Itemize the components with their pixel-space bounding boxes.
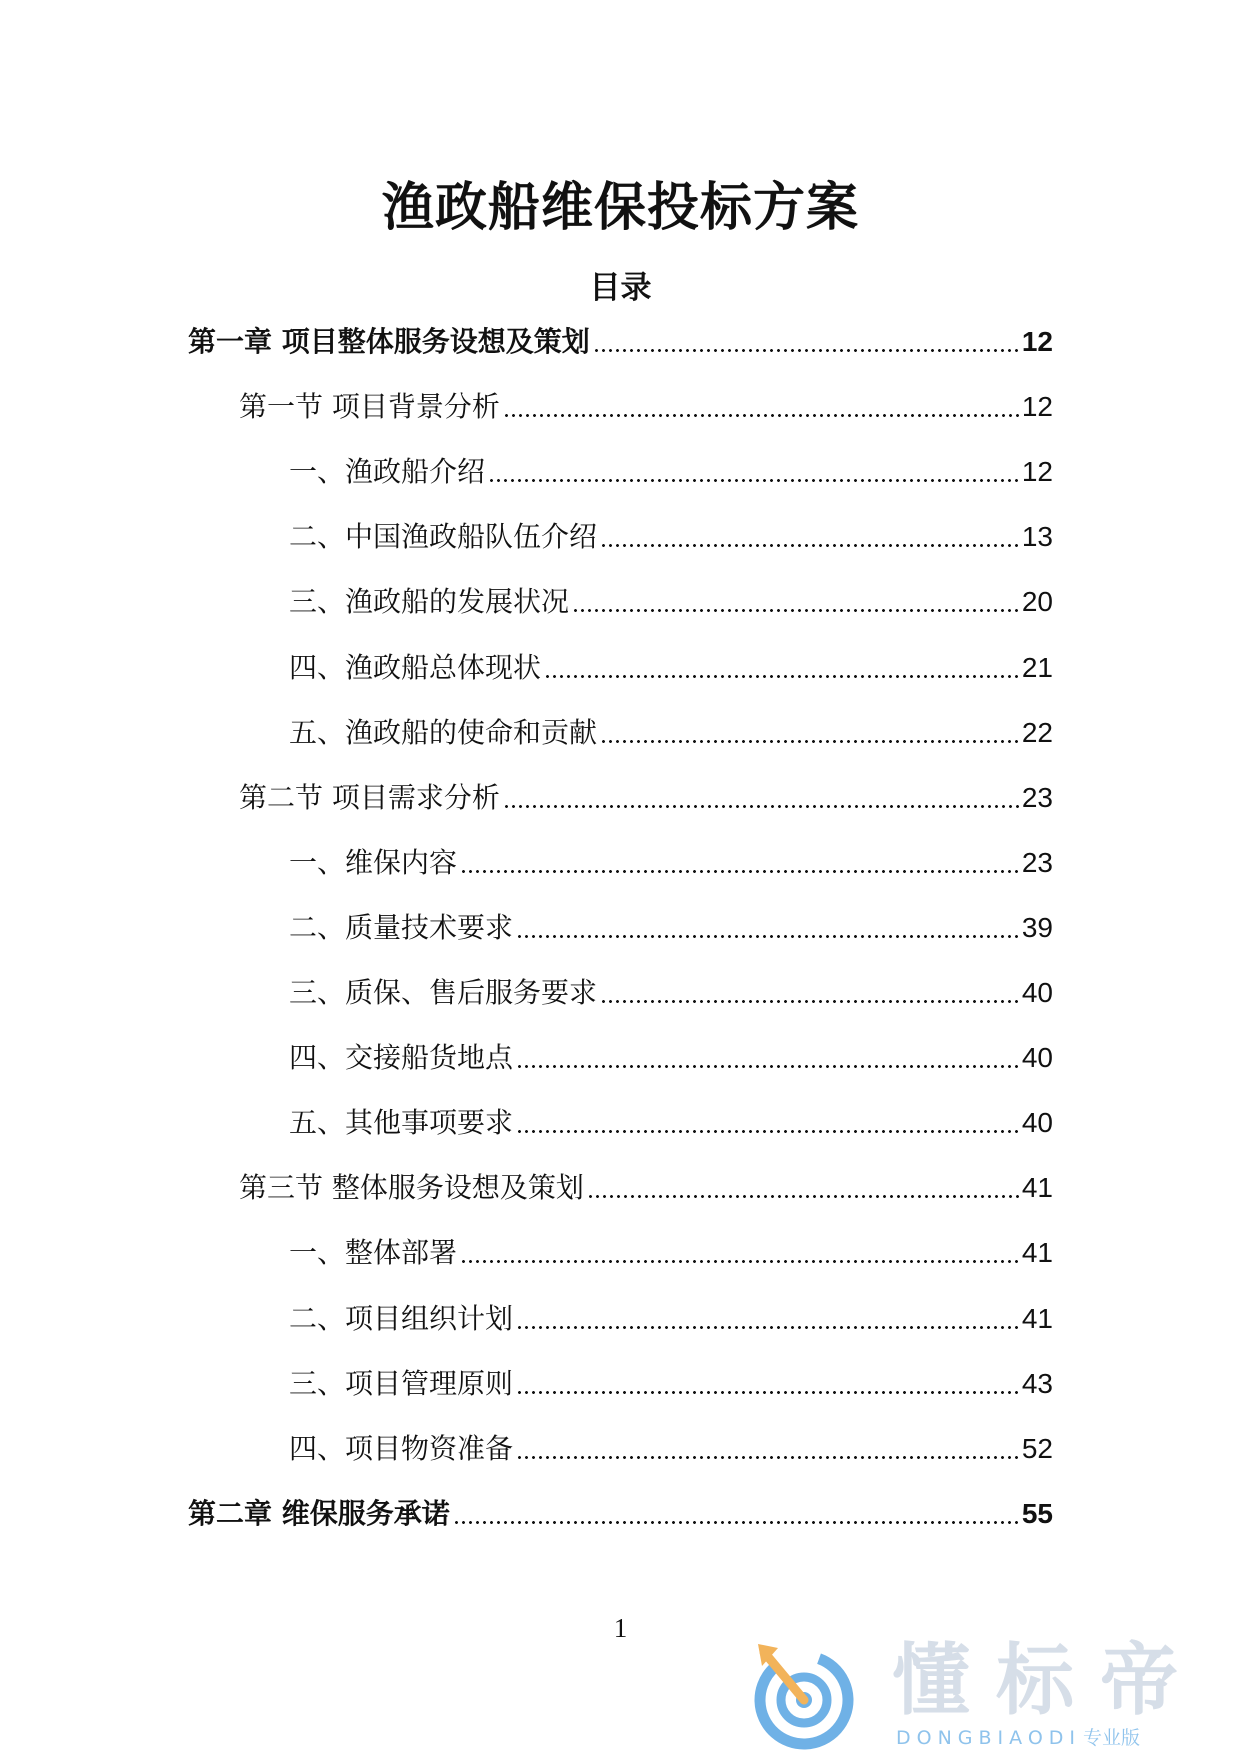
- toc-heading: 目录: [589, 270, 652, 306]
- toc-entry[interactable]: [289, 446, 1053, 492]
- toc-dot-leader: [572, 609, 1019, 612]
- toc-entry[interactable]: [289, 707, 1053, 753]
- toc-entry-title: 一、维保内容: [289, 846, 458, 879]
- toc-entry[interactable]: [289, 1423, 1053, 1469]
- toc-entry[interactable]: [188, 316, 1053, 362]
- toc-entry-page: 40: [1021, 977, 1053, 1008]
- toc-entry-title: 五、渔政船的使命和贡献: [289, 716, 598, 749]
- watermark-brand-en: DONGBIAODI: [896, 1727, 1082, 1749]
- toc-entry[interactable]: [289, 967, 1053, 1013]
- toc-entry[interactable]: [289, 1227, 1053, 1273]
- toc-dot-leader: [516, 1130, 1019, 1133]
- toc-entry-page: 23: [1021, 847, 1053, 878]
- toc-entry-title: 四、渔政船总体现状: [289, 651, 542, 684]
- toc-entry-page: 20: [1021, 586, 1053, 617]
- toc-dot-leader: [600, 544, 1019, 547]
- toc-entry[interactable]: [289, 1358, 1053, 1404]
- toc-entry[interactable]: [239, 381, 1053, 427]
- toc-entry-page: 40: [1021, 1107, 1053, 1138]
- toc-entry[interactable]: [239, 772, 1053, 818]
- toc-entry[interactable]: [188, 1488, 1053, 1534]
- toc-entry-title: 第一章 项目整体服务设想及策划: [188, 325, 590, 358]
- toc-dot-leader: [516, 1326, 1019, 1329]
- toc-entry[interactable]: [289, 1097, 1053, 1143]
- toc-entry-title: 第二章 维保服务承诺: [188, 1497, 450, 1530]
- toc-entry-page: 23: [1021, 782, 1053, 813]
- watermark: [740, 1630, 1220, 1754]
- toc-entry-title: 三、渔政船的发展状况: [289, 585, 570, 618]
- toc-entry-title: 二、质量技术要求: [289, 911, 514, 944]
- toc-entry[interactable]: [289, 511, 1053, 557]
- toc-entry-title: 三、质保、售后服务要求: [289, 976, 598, 1009]
- toc-dot-leader: [600, 740, 1019, 743]
- toc-entry-page: 41: [1021, 1172, 1053, 1203]
- toc-entry-title: 第三节 整体服务设想及策划: [239, 1171, 584, 1204]
- toc-entry-title: 一、渔政船介绍: [289, 455, 486, 488]
- watermark-edition: 专业版: [1083, 1727, 1141, 1749]
- toc-dot-leader: [516, 1456, 1019, 1459]
- toc-entry-title: 第一节 项目背景分析: [239, 390, 500, 423]
- toc-entry[interactable]: [239, 1162, 1053, 1208]
- toc-dot-leader: [460, 870, 1019, 873]
- toc-entry-title: 一、整体部署: [289, 1236, 458, 1269]
- watermark-brand: 懂标帝: [892, 1636, 1205, 1726]
- toc-entry-page: 12: [1021, 326, 1053, 357]
- toc-entry-title: 三、项目管理原则: [289, 1367, 514, 1400]
- toc-dot-leader: [453, 1521, 1019, 1524]
- toc-dot-leader: [593, 349, 1019, 352]
- toc-entry-title: 四、交接船货地点: [289, 1041, 514, 1074]
- toc-entry-page: 41: [1021, 1237, 1053, 1268]
- page-number: 1: [613, 1613, 628, 1643]
- toc-entry-page: 40: [1021, 1042, 1053, 1073]
- toc-entry[interactable]: [289, 642, 1053, 688]
- toc-entry[interactable]: [289, 837, 1053, 883]
- toc-dot-leader: [600, 1000, 1019, 1003]
- toc-entry-page: 12: [1021, 391, 1053, 422]
- toc-entry-page: 22: [1021, 717, 1053, 748]
- toc-dot-leader: [516, 935, 1019, 938]
- toc-entry-page: 55: [1021, 1498, 1053, 1529]
- watermark-subtitle: [896, 1726, 1140, 1751]
- toc-dot-leader: [503, 805, 1019, 808]
- toc-dot-leader: [587, 1195, 1019, 1198]
- toc-entry[interactable]: [289, 576, 1053, 622]
- toc-entry-page: 39: [1021, 912, 1053, 943]
- toc-entry-title: 第二节 项目需求分析: [239, 781, 500, 814]
- toc-entry-page: 12: [1021, 456, 1053, 487]
- toc-entry[interactable]: [289, 902, 1053, 948]
- toc-dot-leader: [503, 414, 1019, 417]
- toc-entry-title: 五、其他事项要求: [289, 1106, 514, 1139]
- toc-dot-leader: [488, 479, 1019, 482]
- toc-dot-leader: [516, 1065, 1019, 1068]
- toc-entry-title: 二、项目组织计划: [289, 1302, 514, 1335]
- toc-entry-title: 四、项目物资准备: [289, 1432, 514, 1465]
- toc-entry-page: 52: [1021, 1433, 1053, 1464]
- toc-entry[interactable]: [289, 1293, 1053, 1339]
- document-title: 渔政船维保投标方案: [381, 178, 859, 238]
- toc-entry-page: 43: [1021, 1368, 1053, 1399]
- toc-entry-page: 21: [1021, 652, 1053, 683]
- toc-entry-page: 41: [1021, 1303, 1053, 1334]
- toc-entry[interactable]: [289, 1032, 1053, 1078]
- toc-dot-leader: [516, 1391, 1019, 1394]
- toc-dot-leader: [460, 1260, 1019, 1263]
- toc-entry-title: 二、中国渔政船队伍介绍: [289, 520, 598, 553]
- target-arrow-icon: [748, 1636, 868, 1754]
- toc-entry-page: 13: [1021, 521, 1053, 552]
- toc-dot-leader: [544, 675, 1019, 678]
